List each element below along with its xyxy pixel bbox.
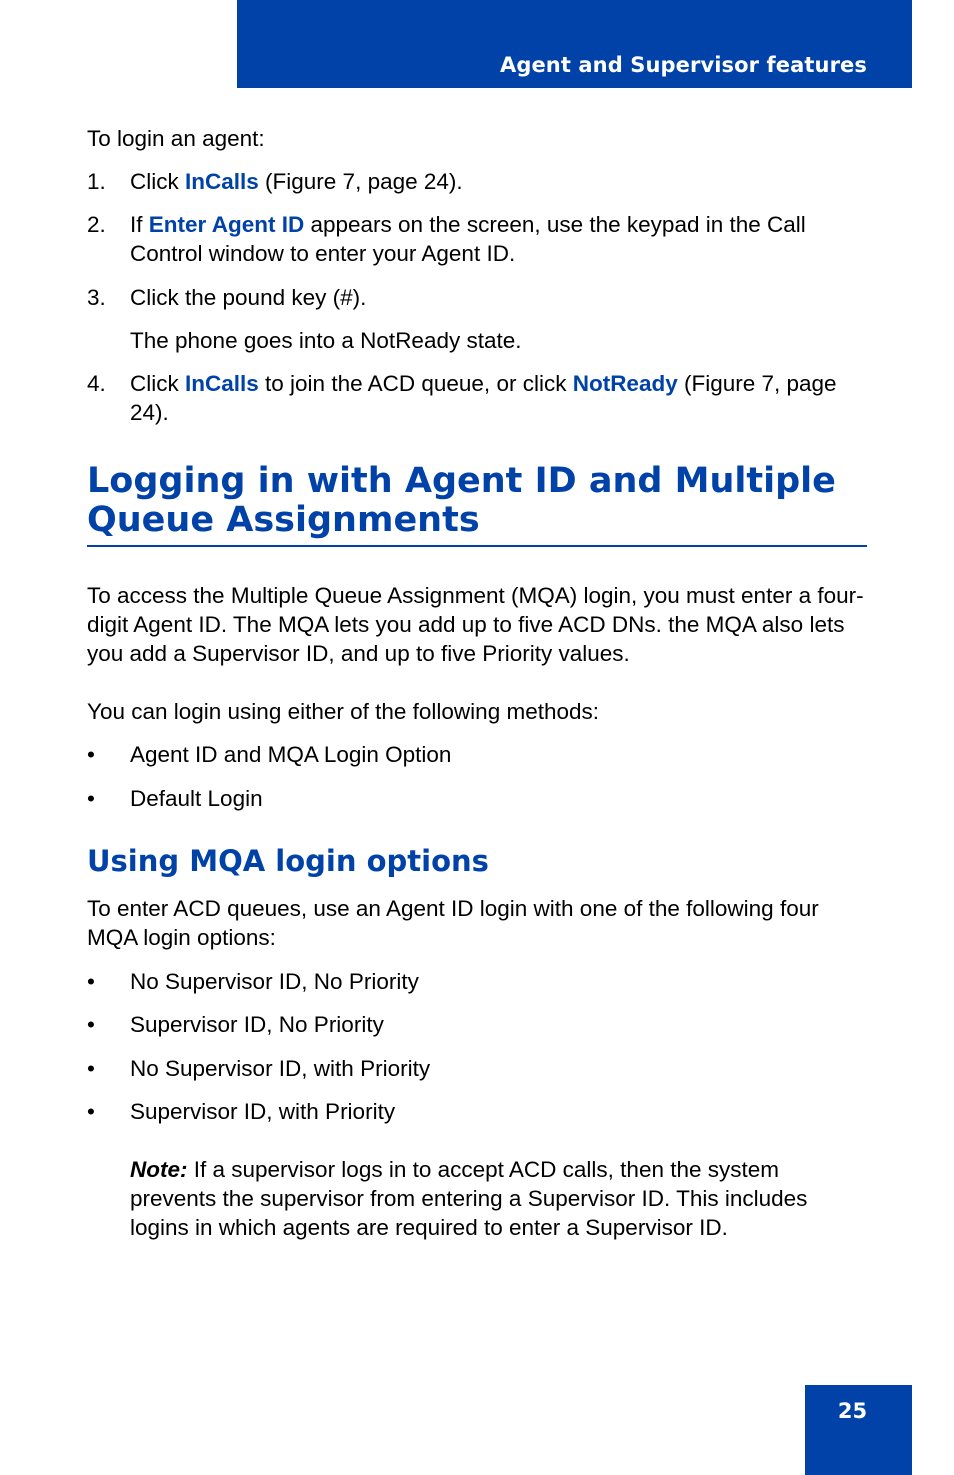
incalls-ui-label: InCalls xyxy=(185,371,259,396)
note-label: Note: xyxy=(130,1157,188,1182)
step-4-number: 4. xyxy=(87,371,106,396)
step-3-number: 3. xyxy=(87,285,106,310)
step-4: Click InCalls to join the ACD queue, or click NotReady (Figure 7, page 24). xyxy=(130,371,837,425)
bullet: • xyxy=(87,1012,95,1037)
step-1: Click InCalls (Figure 7, page 24). xyxy=(130,169,463,194)
heading-rule xyxy=(87,545,867,547)
bullet: • xyxy=(87,786,95,811)
step-3: Click the pound key (#). xyxy=(130,285,367,310)
step-2-number: 2. xyxy=(87,212,106,237)
option-item: Supervisor ID, No Priority xyxy=(130,1012,384,1037)
option-item: Supervisor ID, with Priority xyxy=(130,1099,396,1124)
method-item: Agent ID and MQA Login Option xyxy=(130,742,452,767)
enter-agent-id-ui-label: Enter Agent ID xyxy=(148,212,305,237)
bullet: • xyxy=(87,1056,95,1081)
page-number: 25 xyxy=(837,1399,868,1423)
header-bar xyxy=(237,0,912,88)
incalls-ui-label: InCalls xyxy=(185,169,259,194)
mqa-options-intro: To enter ACD queues, use an Agent ID login with one of the following four MQA login options: xyxy=(87,896,819,950)
mqa-description: To access the Multiple Queue Assignment (MQA) login, you must enter a four-digit Agent ID. The MQA lets you add up to five ACD DNs. the MQA also lets you add a Supervisor ID, and up to five Priority values. xyxy=(87,583,864,666)
bullet: • xyxy=(87,969,95,994)
option-item: No Supervisor ID, with Priority xyxy=(130,1056,431,1081)
page-number-box xyxy=(805,1385,912,1475)
notready-ui-label: NotReady xyxy=(572,371,678,396)
step-3-result: The phone goes into a NotReady state. xyxy=(130,328,522,353)
option-item: No Supervisor ID, No Priority xyxy=(130,969,419,994)
bullet: • xyxy=(87,742,95,767)
section-heading-mqa-options: Using MQA login options xyxy=(87,844,489,878)
bullet: • xyxy=(87,1099,95,1124)
step-1-number: 1. xyxy=(87,169,106,194)
note-text: If a supervisor logs in to accept ACD calls, then the system prevents the supervisor from entering a Supervisor ID. This includes logins in which agents are required to enter a Supervisor ID. xyxy=(130,1157,808,1240)
intro-text: To login an agent: xyxy=(87,126,265,151)
login-methods-intro: You can login using either of the following methods: xyxy=(87,699,600,724)
section-heading-logging-in: Logging in with Agent ID and Multiple Queue Assignments xyxy=(87,461,836,540)
note xyxy=(130,1155,865,1242)
method-item: Default Login xyxy=(130,786,263,811)
header-title: Agent and Supervisor features xyxy=(499,53,867,77)
step-2: If Enter Agent ID appears on the screen, use the keypad in the Call Control window to enter your Agent ID. xyxy=(130,212,806,266)
